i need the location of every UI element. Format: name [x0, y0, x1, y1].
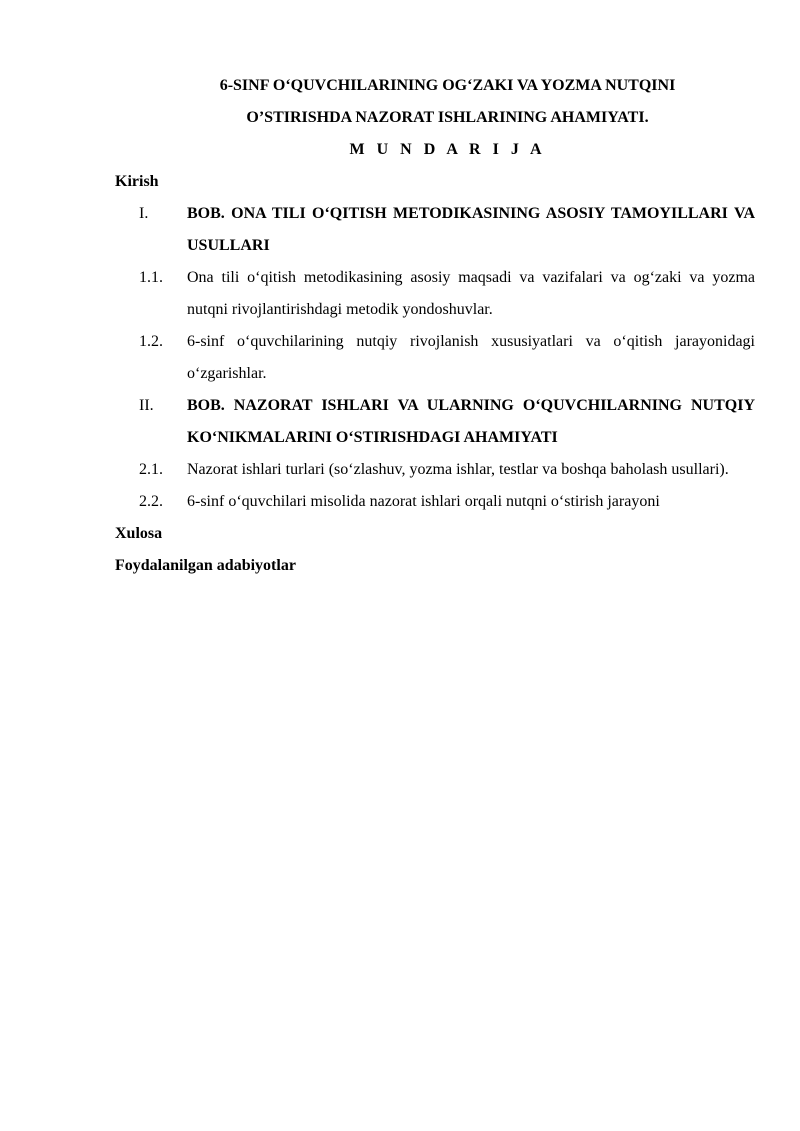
toc-chapter-2-number: II. — [139, 397, 154, 414]
toc-chapter-1 — [115, 198, 755, 262]
toc-section-2-2-number: 2.2. — [139, 493, 163, 510]
document-page — [115, 70, 755, 582]
toc-section-2-1-number: 2.1. — [139, 461, 163, 478]
toc-section-2-1-title: Nazorat ishlari turlari (so‘zlashuv, yozma ishlar, testlar va boshqa baholash usullari). — [187, 461, 729, 478]
toc-section-1-1-number: 1.1. — [139, 269, 163, 286]
toc-chapter-2 — [115, 390, 755, 454]
toc-section-1-1 — [115, 262, 755, 326]
toc-entry-conclusion: Xulosa — [115, 525, 163, 542]
toc-section-2-1 — [115, 454, 755, 486]
toc-entry-intro: Kirish — [115, 173, 159, 190]
toc-chapter-1-number: I. — [139, 205, 149, 222]
contents-heading: M U N D A R I J A — [349, 141, 546, 158]
toc-chapter-2-title: BOB. NAZORAT ISHLARI VA ULARNING O‘QUVCHILARNING NUTQIY KO‘NIKMALARINI O‘STIRISHDAGI AHAMIYATI — [187, 397, 755, 446]
toc-section-2-2-title: 6-sinf o‘quvchilari misolida nazorat ishlari orqali nutqni o‘stirish jarayoni — [187, 493, 660, 510]
document-title-line-1: 6-SINF O‘QUVCHILARINING OG‘ZAKI VA YOZMA NUTQINI — [219, 77, 676, 94]
toc-section-1-2 — [115, 326, 755, 390]
toc-section-2-2 — [115, 486, 755, 518]
toc-section-1-2-number: 1.2. — [139, 333, 163, 350]
toc-section-1-2-title: 6-sinf o‘quvchilarining nutqiy rivojlanish xususiyatlari va o‘qitish jarayonidagi o‘zgarishlar. — [187, 333, 755, 382]
toc-entry-references: Foydalanilgan adabiyotlar — [115, 557, 296, 574]
toc-section-1-1-title: Ona tili o‘qitish metodikasining asosiy maqsadi va vazifalari va og‘zaki va yozma nutqni rivojlantirishdagi metodik yondoshuvlar. — [187, 269, 755, 318]
toc-chapter-1-title: BOB. ONA TILI O‘QITISH METODIKASINING ASOSIY TAMOYILLARI VA USULLARI — [187, 205, 755, 254]
document-title-line-2: O’STIRISHDA NAZORAT ISHLARINING AHAMIYATI. — [246, 109, 649, 126]
